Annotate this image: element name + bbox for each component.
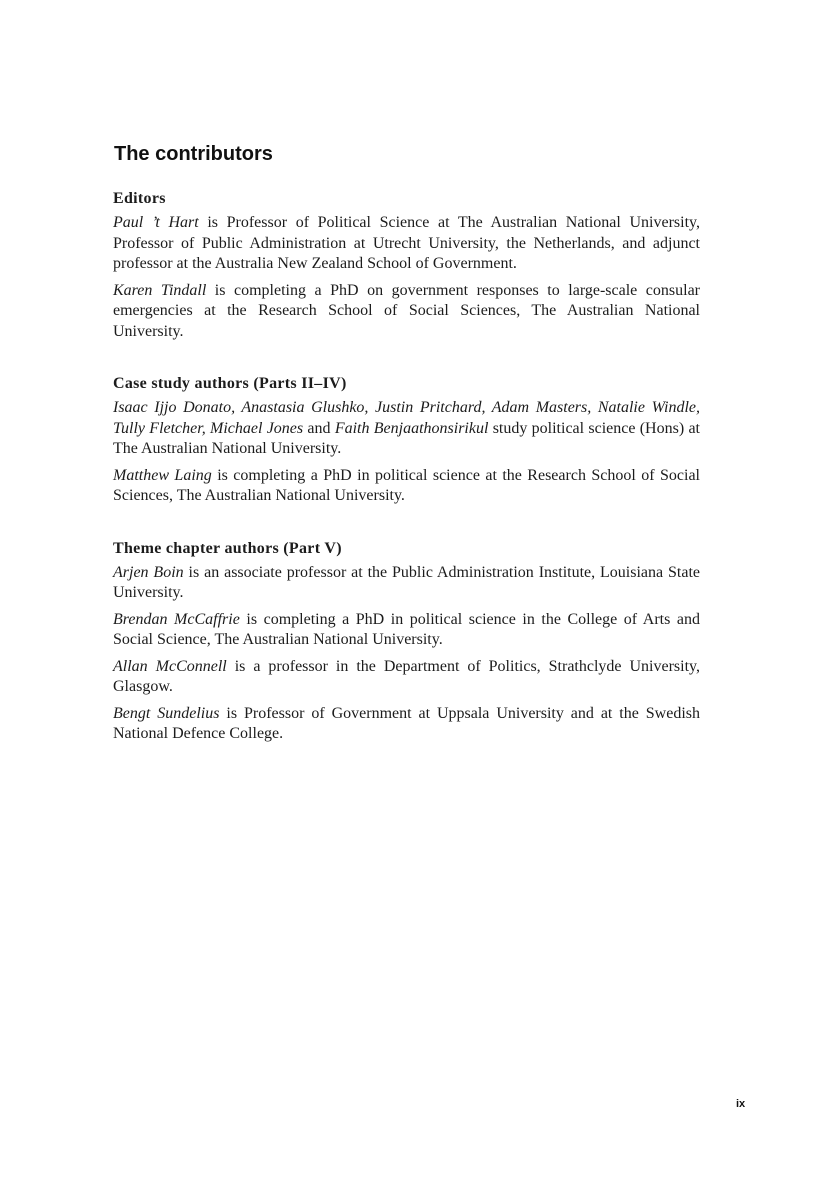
contributor-bio: is completing a PhD in political science in the College of Arts and Social Science, The Australian National University. bbox=[113, 610, 700, 648]
contributor-entry bbox=[113, 704, 700, 745]
contributor-entry bbox=[113, 281, 700, 343]
contributor-name: Arjen Boin bbox=[113, 563, 184, 581]
contributor-name: Faith Benjaathonsirikul bbox=[334, 419, 489, 437]
contributor-bio: is completing a PhD on government responses to large-scale consular emergencies at the Research School of Social Sciences, The Australian National University. bbox=[113, 281, 700, 340]
contributor-name: Brendan McCaffrie bbox=[113, 610, 240, 628]
contributor-bio: is Professor of Political Science at The Australian National University, Professor of Public Administration at Utrecht University, the Netherlands, and adjunct professor at the Australia New Zealand School of Government. bbox=[113, 214, 700, 272]
contributor-bio: is a professor in the Department of Politics, Strathclyde University, Glasgow. bbox=[113, 657, 700, 695]
contributor-name: Allan McConnell bbox=[113, 657, 227, 675]
section-heading-editors: Editors bbox=[113, 190, 166, 207]
names-connector: and bbox=[303, 419, 335, 437]
contributor-bio: is Professor of Government at Uppsala University and at the Swedish National Defence College. bbox=[113, 704, 700, 742]
contributor-entry bbox=[113, 657, 700, 698]
contributor-name: Matthew Laing bbox=[113, 466, 212, 484]
contributor-entry bbox=[113, 610, 700, 651]
contributor-bio: study political science (Hons) at The Australian National University. bbox=[113, 419, 700, 457]
contributor-bio: is an associate professor at the Public Administration Institute, Louisiana State University. bbox=[113, 563, 700, 601]
contributor-entry bbox=[113, 398, 700, 460]
section-editors bbox=[113, 187, 700, 342]
contributor-name: Bengt Sundelius bbox=[113, 704, 220, 722]
contributor-name: Paul ’t Hart bbox=[113, 214, 199, 231]
section-theme-chapter-authors bbox=[113, 537, 700, 745]
page-number: ix bbox=[736, 1098, 746, 1110]
contributor-bio: is completing a PhD in political science at the Research School of Social Sciences, The Australian National University. bbox=[113, 466, 700, 504]
page-title: The contributors bbox=[114, 143, 273, 165]
contributors-content bbox=[113, 187, 700, 775]
section-case-study-authors bbox=[113, 372, 700, 507]
contributor-entry bbox=[113, 466, 700, 507]
contributor-entry bbox=[113, 213, 700, 275]
contributor-names: Isaac Ijjo Donato, Anastasia Glushko, Justin Pritchard, Adam Masters, Natalie Windle, Tully Fletcher, Michael Jones bbox=[113, 399, 700, 437]
contributor-name: Karen Tindall bbox=[113, 281, 207, 299]
section-heading-case-study-authors: Case study authors (Parts II–IV) bbox=[113, 375, 347, 392]
contributor-entry bbox=[113, 563, 700, 604]
section-heading-theme-chapter-authors: Theme chapter authors (Part V) bbox=[113, 539, 342, 557]
